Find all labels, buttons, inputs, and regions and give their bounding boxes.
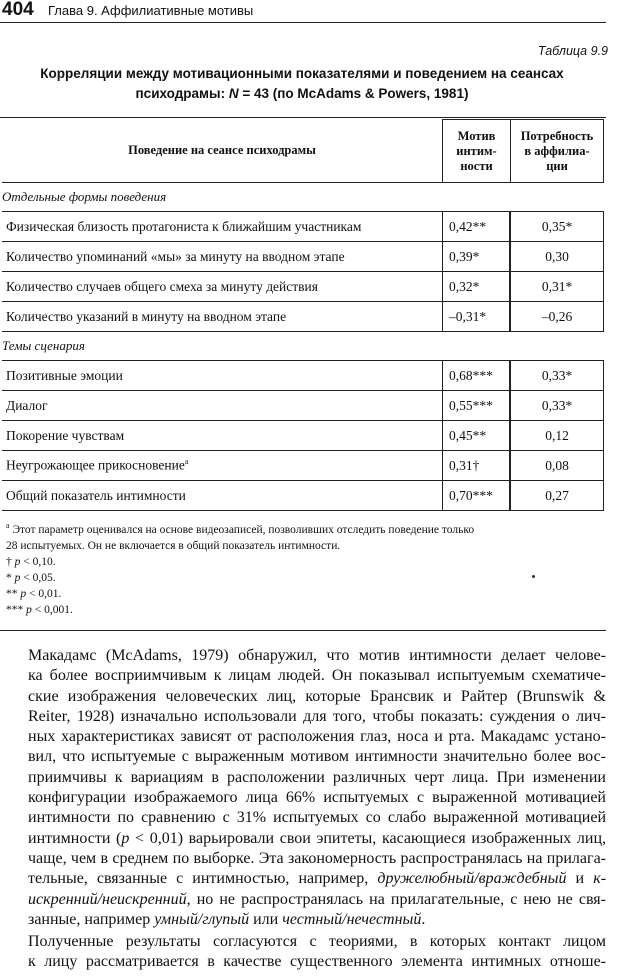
sig-note [6,602,596,618]
sig-p: p [14,555,21,568]
table-row [2,302,604,332]
table-row [2,272,604,302]
row-label [2,451,442,481]
sig-value: < 0,05. [20,571,56,584]
footnote-mark: a [6,521,10,530]
row-motive: –0,31* [442,302,510,332]
table-row [2,481,604,511]
row-motive: 0,55*** [442,391,510,421]
row-need: 0,27 [510,481,604,511]
header-motive-l1: Мотив [457,128,496,143]
table-row [2,361,604,391]
table-title-suffix: = 43 (по McAdams & Powers, 1981) [238,86,469,101]
text-line [8,829,606,849]
text-run: занные, например [28,910,155,928]
section-row [2,183,604,212]
row-label: Покорение чувствам [2,421,442,451]
page-number: 404 [2,0,34,20]
sig-mark: * [6,571,15,584]
text-line [8,910,606,930]
speck-mark [532,575,535,578]
table-header-row [2,119,604,183]
row-need: –0,26 [510,302,604,332]
table-notes [6,518,596,618]
row-motive: 0,68*** [442,361,510,391]
header-need-l2: в аффилиа- [524,143,590,158]
text-run-italic: дружелюбный/враждебный [377,870,567,888]
table-top-rule [0,117,606,118]
sig-value: < 0,10. [20,555,56,568]
header-motive-l3: ности [460,158,493,173]
row-motive: 0,31† [442,451,510,481]
text-run: < 0,01) варьировали свои эпитеты, касающиеся изображенных лиц, [129,829,607,847]
text-line: вил, что испытуемые с выраженным мотивом интимности значительно более вос- [28,748,606,766]
text-line: Reiter, 1928) изначально использовали для того, чтобы показать: суждения о лич- [28,707,606,725]
row-label: Количество указаний в минуту на вводном этапе [2,302,442,332]
header-need-l3: ции [546,158,568,173]
table-row [2,242,604,272]
sig-value: < 0,01. [26,587,62,600]
text-line: интимности по сравнению с 31% испытуемых со слабо выраженной мотивацией [28,809,606,827]
header-motive [442,119,510,183]
text-run: и [566,870,594,888]
running-header [0,0,606,23]
section-row [2,332,604,361]
text-run-italic: p [121,829,130,847]
header-need [510,119,604,183]
table-title-prefix: психодрамы: [135,86,229,101]
sig-mark: † [6,555,15,568]
body-text [8,646,606,973]
row-motive: 0,42** [442,212,510,242]
row-need: 0,31* [510,272,604,302]
header-need-l1: Потребность [520,128,594,143]
text-run-italic: искренний/неискренний [28,890,187,908]
row-label: Позитивные эмоции [2,361,442,391]
text-line: конфигурации изображаемого лица 66% испытуемых с выраженной мотивацией [28,789,606,807]
paragraph-2 [8,932,606,973]
sig-p: p [20,587,27,600]
footnote-line1: Этот параметр оценивался на основе видеозаписей, позволивших отследить поведение только [9,523,475,536]
row-label: Общий показатель интимности [2,481,442,511]
text-line [8,869,606,889]
text-run-italic: честный/нечестный [282,910,422,928]
row-need: 0,33* [510,391,604,421]
row-motive: 0,70*** [442,481,510,511]
sig-p: p [14,571,21,584]
text-run: . [421,910,426,928]
row-need: 0,33* [510,361,604,391]
text-run: интимности ( [28,829,122,847]
row-label-text: Неугрожающее прикосновение [6,457,185,473]
chapter-title: Глава 9. Аффилиативные мотивы [48,3,254,18]
sig-note [6,586,596,602]
footnote-a [6,518,596,538]
sig-value: < 0,001. [31,603,73,616]
sig-mark: *** [6,603,27,616]
row-motive: 0,32* [442,272,510,302]
sig-note [6,570,596,586]
row-need: 0,35* [510,212,604,242]
row-label: Диалог [2,391,442,421]
header-motive-l2: интим- [456,143,497,158]
text-line: Полученные результаты согласуются с теориями, в которых контакт лицом [28,933,606,951]
text-line: приимчивы к вариациям в расположении различных черт лица. При изменении [28,768,606,786]
sig-note [6,554,596,570]
sig-p: p [26,603,32,616]
footnote-ref: a [184,457,189,467]
sig-mark: ** [6,587,21,600]
row-motive: 0,39* [442,242,510,272]
header-behavior: Поведение на сеансе психодрамы [2,119,442,183]
text-run: тельные, связанные с интимностью, например, [28,870,378,888]
text-line: чаще, чем в среднем по выборке. Эта закономерность распространялась на прилага- [28,849,606,867]
row-label: Количество случаев общего смеха за минуту действия [2,272,442,302]
table-title-line1: Корреляции между мотивационными показателями и поведением на сеансах [40,66,564,81]
table-bottom-rule [0,630,606,631]
text-run: , но не распространялась на прилагательные, с нею не свя- [186,890,606,908]
text-run: или [249,910,283,928]
section-title: Темы сценария [2,332,604,361]
text-run-italic: умный/глупый [154,910,250,928]
table-title-line2 [0,86,604,101]
row-need: 0,30 [510,242,604,272]
text-line: ных характеристиках зависят от расположения глаз, носа и рта. Макадамс устано- [28,728,606,746]
table-row [2,212,604,242]
correlation-table [2,119,604,511]
row-label: Физическая близость протагониста к ближайшим участникам [2,212,442,242]
text-line: Макадамс (McAdams, 1979) обнаружил, что мотив интимности делает челове- [28,647,606,664]
text-line: ские изображения человеческих лиц, которые Брансвик и Райтер (Brunswik & [28,687,606,705]
text-line: к лицу рассматривается в качестве существенного элемента интимных отноше- [28,953,606,971]
paragraph-1 [8,646,606,930]
section-title: Отдельные формы поведения [2,183,604,212]
table-label: Таблица 9.9 [537,44,608,58]
text-line [8,890,606,910]
table-row [2,451,604,481]
row-need: 0,08 [510,451,604,481]
text-run-italic: к- [593,870,607,888]
text-line: ка более восприимчивым к лицам людей. Он показывал испытуемым схематиче- [28,667,606,685]
row-motive: 0,45** [442,421,510,451]
row-need: 0,12 [510,421,604,451]
table-row [2,421,604,451]
table-title-n: N [228,86,239,101]
footnote-line2: 28 испытуемых. Он не включается в общий показатель интимности. [6,539,341,552]
table-row [2,391,604,421]
row-label: Количество упоминаний «мы» за минуту на вводном этапе [2,242,442,272]
